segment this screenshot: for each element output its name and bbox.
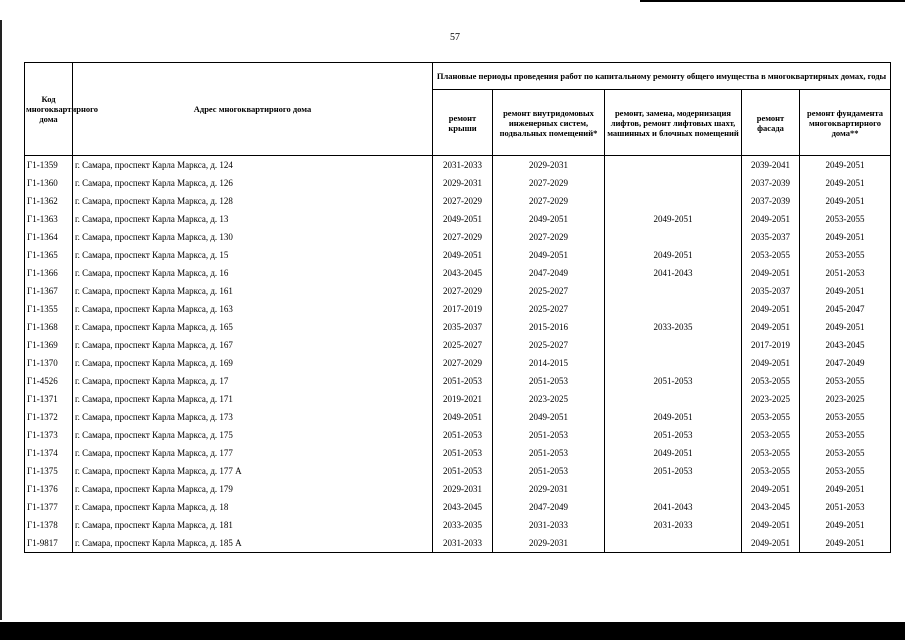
cell-foundation: 2049-2051 [800,480,891,498]
table-row [25,246,891,264]
cell-systems: 2047-2049 [493,498,605,516]
header-roof: ремонт крыши [433,90,493,156]
cell-facade: 2023-2025 [742,390,800,408]
cell-address: г. Самара, проспект Карла Маркса, д. 185 А [73,534,433,553]
cell-code: Г1-9817 [25,534,73,553]
cell-lifts: 2041-2043 [605,498,742,516]
cell-foundation: 2053-2055 [800,426,891,444]
cell-code: Г1-1368 [25,318,73,336]
cell-foundation: 2051-2053 [800,264,891,282]
cell-systems: 2015-2016 [493,318,605,336]
cell-code: Г1-1369 [25,336,73,354]
cell-lifts [605,156,742,175]
cell-roof: 2051-2053 [433,462,493,480]
cell-code: Г1-1364 [25,228,73,246]
scan-edge-left [0,20,2,620]
cell-systems: 2025-2027 [493,300,605,318]
cell-systems: 2027-2029 [493,192,605,210]
scan-edge-top [640,0,905,2]
cell-systems: 2029-2031 [493,480,605,498]
cell-foundation: 2023-2025 [800,390,891,408]
cell-roof: 2027-2029 [433,192,493,210]
cell-lifts: 2041-2043 [605,264,742,282]
cell-lifts [605,354,742,372]
table-row [25,444,891,462]
cell-foundation: 2053-2055 [800,210,891,228]
cell-address: г. Самара, проспект Карла Маркса, д. 126 [73,174,433,192]
cell-code: Г1-1374 [25,444,73,462]
cell-foundation: 2049-2051 [800,318,891,336]
cell-roof: 2029-2031 [433,174,493,192]
header-systems: ремонт внутридомовых инженерных систем, подвальных помещений* [493,90,605,156]
cell-foundation: 2049-2051 [800,516,891,534]
cell-systems: 2049-2051 [493,408,605,426]
cell-facade: 2049-2051 [742,534,800,553]
cell-foundation: 2049-2051 [800,174,891,192]
cell-foundation: 2045-2047 [800,300,891,318]
cell-facade: 2037-2039 [742,174,800,192]
cell-lifts: 2031-2033 [605,516,742,534]
cell-code: Г1-4526 [25,372,73,390]
cell-facade: 2053-2055 [742,426,800,444]
table-row [25,354,891,372]
cell-roof: 2017-2019 [433,300,493,318]
cell-lifts: 2049-2051 [605,246,742,264]
cell-facade: 2049-2051 [742,480,800,498]
cell-facade: 2049-2051 [742,354,800,372]
cell-lifts [605,534,742,553]
cell-systems: 2049-2051 [493,210,605,228]
cell-systems: 2025-2027 [493,282,605,300]
cell-address: г. Самара, проспект Карла Маркса, д. 171 [73,390,433,408]
cell-address: г. Самара, проспект Карла Маркса, д. 177 А [73,462,433,480]
cell-systems: 2051-2053 [493,372,605,390]
cell-systems: 2029-2031 [493,156,605,175]
table-row [25,192,891,210]
cell-code: Г1-1371 [25,390,73,408]
cell-roof: 2027-2029 [433,228,493,246]
cell-roof: 2049-2051 [433,246,493,264]
cell-address: г. Самара, проспект Карла Маркса, д. 175 [73,426,433,444]
table-row [25,372,891,390]
cell-address: г. Самара, проспект Карла Маркса, д. 165 [73,318,433,336]
cell-code: Г1-1377 [25,498,73,516]
table-row [25,390,891,408]
cell-lifts: 2049-2051 [605,444,742,462]
page-number: 57 [450,32,460,43]
cell-address: г. Самара, проспект Карла Маркса, д. 177 [73,444,433,462]
header-foundation: ремонт фундамента многоквартирного дома** [800,90,891,156]
cell-systems: 2051-2053 [493,426,605,444]
cell-roof: 2027-2029 [433,282,493,300]
cell-address: г. Самара, проспект Карла Маркса, д. 169 [73,354,433,372]
cell-lifts [605,282,742,300]
header-lifts: ремонт, замена, модернизация лифтов, ремонт лифтовых шахт, машинных и блочных помещений [605,90,742,156]
cell-foundation: 2053-2055 [800,408,891,426]
cell-code: Г1-1359 [25,156,73,175]
cell-foundation: 2049-2051 [800,282,891,300]
cell-facade: 2053-2055 [742,444,800,462]
cell-facade: 2053-2055 [742,246,800,264]
cell-code: Г1-1355 [25,300,73,318]
cell-lifts: 2049-2051 [605,408,742,426]
cell-roof: 2043-2045 [433,264,493,282]
table-row [25,516,891,534]
cell-roof: 2025-2027 [433,336,493,354]
cell-code: Г1-1375 [25,462,73,480]
cell-lifts [605,336,742,354]
header-periods-group: Плановые периоды проведения работ по капитальному ремонту общего имущества в многоквартирных домах, годы [433,63,891,90]
cell-code: Г1-1362 [25,192,73,210]
cell-roof: 2033-2035 [433,516,493,534]
cell-facade: 2053-2055 [742,408,800,426]
cell-foundation: 2049-2051 [800,228,891,246]
cell-systems: 2047-2049 [493,264,605,282]
header-address: Адрес многоквартирного дома [73,63,433,156]
cell-address: г. Самара, проспект Карла Маркса, д. 181 [73,516,433,534]
cell-facade: 2049-2051 [742,516,800,534]
cell-code: Г1-1373 [25,426,73,444]
cell-systems: 2051-2053 [493,462,605,480]
cell-address: г. Самара, проспект Карла Маркса, д. 18 [73,498,433,516]
cell-foundation: 2053-2055 [800,246,891,264]
cell-address: г. Самара, проспект Карла Маркса, д. 179 [73,480,433,498]
cell-foundation: 2049-2051 [800,156,891,175]
cell-code: Г1-1365 [25,246,73,264]
table-row [25,336,891,354]
cell-code: Г1-1360 [25,174,73,192]
cell-code: Г1-1363 [25,210,73,228]
cell-lifts: 2049-2051 [605,210,742,228]
cell-address: г. Самара, проспект Карла Маркса, д. 124 [73,156,433,175]
cell-foundation: 2051-2053 [800,498,891,516]
cell-foundation: 2053-2055 [800,444,891,462]
cell-roof: 2029-2031 [433,480,493,498]
cell-roof: 2049-2051 [433,210,493,228]
cell-code: Г1-1370 [25,354,73,372]
table-row [25,300,891,318]
cell-address: г. Самара, проспект Карла Маркса, д. 17 [73,372,433,390]
cell-lifts [605,390,742,408]
table-row [25,174,891,192]
cell-foundation: 2049-2051 [800,192,891,210]
cell-facade: 2049-2051 [742,300,800,318]
cell-address: г. Самара, проспект Карла Маркса, д. 163 [73,300,433,318]
cell-code: Г1-1372 [25,408,73,426]
cell-lifts: 2051-2053 [605,462,742,480]
cell-facade: 2017-2019 [742,336,800,354]
table-row [25,498,891,516]
cell-lifts: 2051-2053 [605,426,742,444]
cell-address: г. Самара, проспект Карла Маркса, д. 128 [73,192,433,210]
cell-roof: 2031-2033 [433,534,493,553]
cell-facade: 2049-2051 [742,264,800,282]
cell-roof: 2043-2045 [433,498,493,516]
table-row [25,156,891,175]
table-row [25,462,891,480]
cell-roof: 2019-2021 [433,390,493,408]
scan-edge-bottom [0,622,905,640]
cell-systems: 2025-2027 [493,336,605,354]
table-row [25,228,891,246]
cell-code: Г1-1376 [25,480,73,498]
table-row [25,480,891,498]
cell-address: г. Самара, проспект Карла Маркса, д. 15 [73,246,433,264]
cell-facade: 2053-2055 [742,372,800,390]
table-row [25,264,891,282]
cell-roof: 2049-2051 [433,408,493,426]
cell-facade: 2035-2037 [742,282,800,300]
table-row [25,318,891,336]
table-row [25,282,891,300]
cell-systems: 2051-2053 [493,444,605,462]
cell-code: Г1-1367 [25,282,73,300]
cell-roof: 2035-2037 [433,318,493,336]
cell-lifts: 2051-2053 [605,372,742,390]
cell-address: г. Самара, проспект Карла Маркса, д. 16 [73,264,433,282]
cell-roof: 2027-2029 [433,354,493,372]
cell-code: Г1-1366 [25,264,73,282]
cell-systems: 2049-2051 [493,246,605,264]
cell-foundation: 2047-2049 [800,354,891,372]
cell-facade: 2049-2051 [742,318,800,336]
cell-lifts [605,228,742,246]
cell-systems: 2014-2015 [493,354,605,372]
cell-facade: 2035-2037 [742,228,800,246]
cell-address: г. Самара, проспект Карла Маркса, д. 173 [73,408,433,426]
cell-address: г. Самара, проспект Карла Маркса, д. 13 [73,210,433,228]
cell-address: г. Самара, проспект Карла Маркса, д. 167 [73,336,433,354]
table-row [25,408,891,426]
cell-address: г. Самара, проспект Карла Маркса, д. 161 [73,282,433,300]
cell-roof: 2051-2053 [433,426,493,444]
cell-foundation: 2053-2055 [800,372,891,390]
cell-systems: 2023-2025 [493,390,605,408]
cell-lifts [605,300,742,318]
cell-code: Г1-1378 [25,516,73,534]
cell-lifts [605,480,742,498]
cell-lifts [605,192,742,210]
table-row [25,426,891,444]
cell-foundation: 2049-2051 [800,534,891,553]
cell-roof: 2051-2053 [433,444,493,462]
cell-systems: 2027-2029 [493,228,605,246]
cell-address: г. Самара, проспект Карла Маркса, д. 130 [73,228,433,246]
cell-facade: 2049-2051 [742,210,800,228]
cell-foundation: 2053-2055 [800,462,891,480]
cell-systems: 2027-2029 [493,174,605,192]
header-facade: ремонт фасада [742,90,800,156]
table-row [25,534,891,553]
cell-lifts [605,174,742,192]
cell-lifts: 2033-2035 [605,318,742,336]
cell-foundation: 2043-2045 [800,336,891,354]
cell-systems: 2029-2031 [493,534,605,553]
header-code: Код многоквартирного дома [25,63,73,156]
capital-repair-table [24,62,891,553]
cell-roof: 2051-2053 [433,372,493,390]
cell-roof: 2031-2033 [433,156,493,175]
cell-systems: 2031-2033 [493,516,605,534]
cell-facade: 2039-2041 [742,156,800,175]
table-row [25,210,891,228]
cell-facade: 2043-2045 [742,498,800,516]
cell-facade: 2037-2039 [742,192,800,210]
cell-facade: 2053-2055 [742,462,800,480]
